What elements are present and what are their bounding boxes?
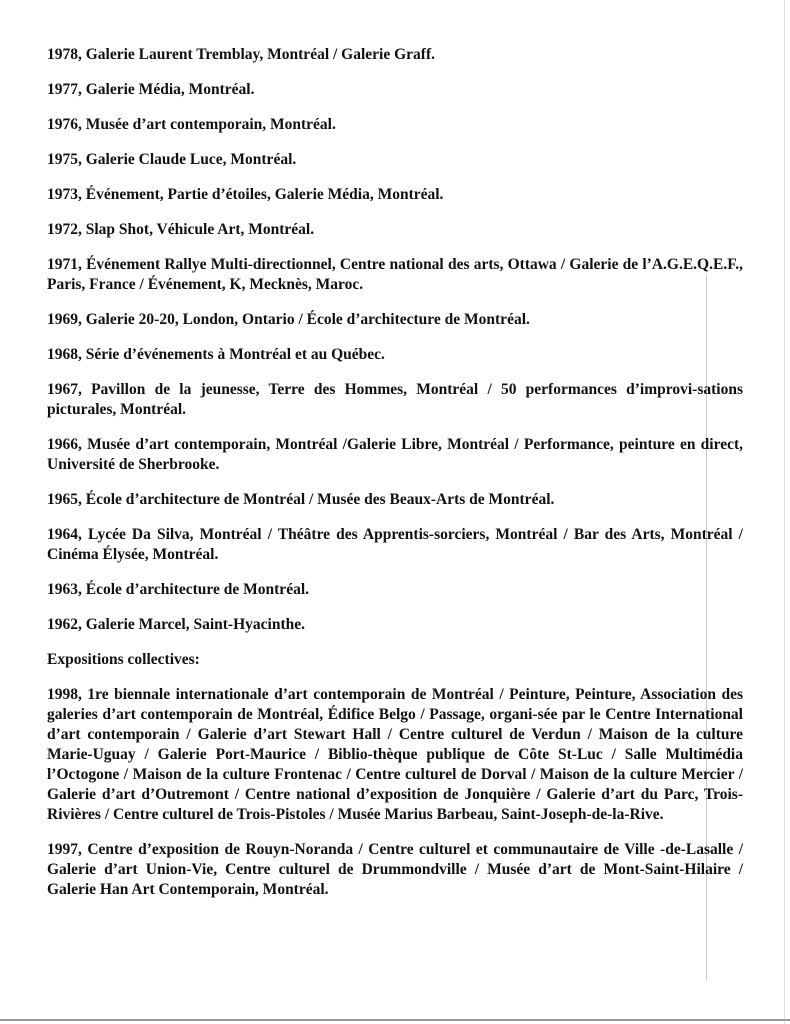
exhibition-entry-1968: 1968, Série d’événements à Montréal et au Québec. — [47, 346, 385, 363]
exhibition-entry-1962: 1962, Galerie Marcel, Saint-Hyacinthe. — [47, 616, 305, 633]
exhibition-entry-1966: 1966, Musée d’art contemporain, Montréal /Galerie Libre, Montréal / Performance, peinture en direct, Université de Sherbrooke. — [47, 436, 743, 473]
exhibition-list — [47, 45, 743, 915]
exhibition-entry-1978: 1978, Galerie Laurent Tremblay, Montréal / Galerie Graff. — [47, 46, 435, 63]
exhibition-entry-1964: 1964, Lycée Da Silva, Montréal / Théâtre des Apprentis-sorciers, Montréal / Bar des Arts, Montréal / Cinéma Élysée, Montréal. — [47, 526, 743, 563]
exhibition-entry-1971: 1971, Événement Rallye Multi-directionnel, Centre national des arts, Ottawa / Galerie de l’A.G.E.Q.E.F., Paris, France / Événement, K, Mecknès, Maroc. — [47, 256, 743, 293]
page-bottom-rule — [0, 1019, 790, 1021]
group-exhibition-entry-1998: 1998, 1re biennale internationale d’art contemporain de Montréal / Peinture, Peinture, Association des galeries d’art contemporain de Montréal, Édifice Belgo / Passage, organi-sée par le Centre International d’art contemporain / Galerie d’art Stewart Hall / Centre culturel de Verdun / Maison de la culture Marie-Uguay / Galerie Port-Maurice / Biblio-thèque publique de Côte St-Luc / Salle Multimédia l’Octogone / Maison de la culture Frontenac / Centre culturel de Dorval / Maison de la culture Mercier / Galerie d’art d’Outremont / Centre national d’exposition de Jonquière / Galerie d’art du Parc, Trois-Rivières / Centre culturel de Trois-Pistoles / Musée Marius Barbeau, Saint-Joseph-de-la-Rive. — [47, 686, 743, 823]
exhibition-entry-1976: 1976, Musée d’art contemporain, Montréal. — [47, 116, 336, 133]
exhibition-entry-1963: 1963, École d’architecture de Montréal. — [47, 581, 310, 598]
exhibition-entry-1967: 1967, Pavillon de la jeunesse, Terre des Hommes, Montréal / 50 performances d’improvi-sations picturales, Montréal. — [47, 381, 743, 418]
exhibition-entry-1973: 1973, Événement, Partie d’étoiles, Galerie Média, Montréal. — [47, 186, 444, 203]
group-exhibition-entry-1997: 1997, Centre d’exposition de Rouyn-Noranda / Centre culturel et communautaire de Ville -de-Lasalle / Galerie d’art Union-Vie, Centre culturel de Drummondville / Musée d’art de Mont-Saint-Hilaire / Galerie Han Art Contemporain, Montréal. — [47, 841, 743, 898]
exhibition-entry-1969: 1969, Galerie 20-20, London, Ontario / École d’architecture de Montréal. — [47, 311, 530, 328]
exhibition-entry-1972: 1972, Slap Shot, Véhicule Art, Montréal. — [47, 221, 315, 238]
scan-edge-line — [784, 0, 785, 1024]
exhibition-entry-1965: 1965, École d’architecture de Montréal / Musée des Beaux-Arts de Montréal. — [47, 491, 555, 508]
exhibition-entry-1975: 1975, Galerie Claude Luce, Montréal. — [47, 151, 297, 168]
section-heading-group-exhibitions: Expositions collectives: — [47, 651, 200, 668]
exhibition-entry-1977: 1977, Galerie Média, Montréal. — [47, 81, 255, 98]
